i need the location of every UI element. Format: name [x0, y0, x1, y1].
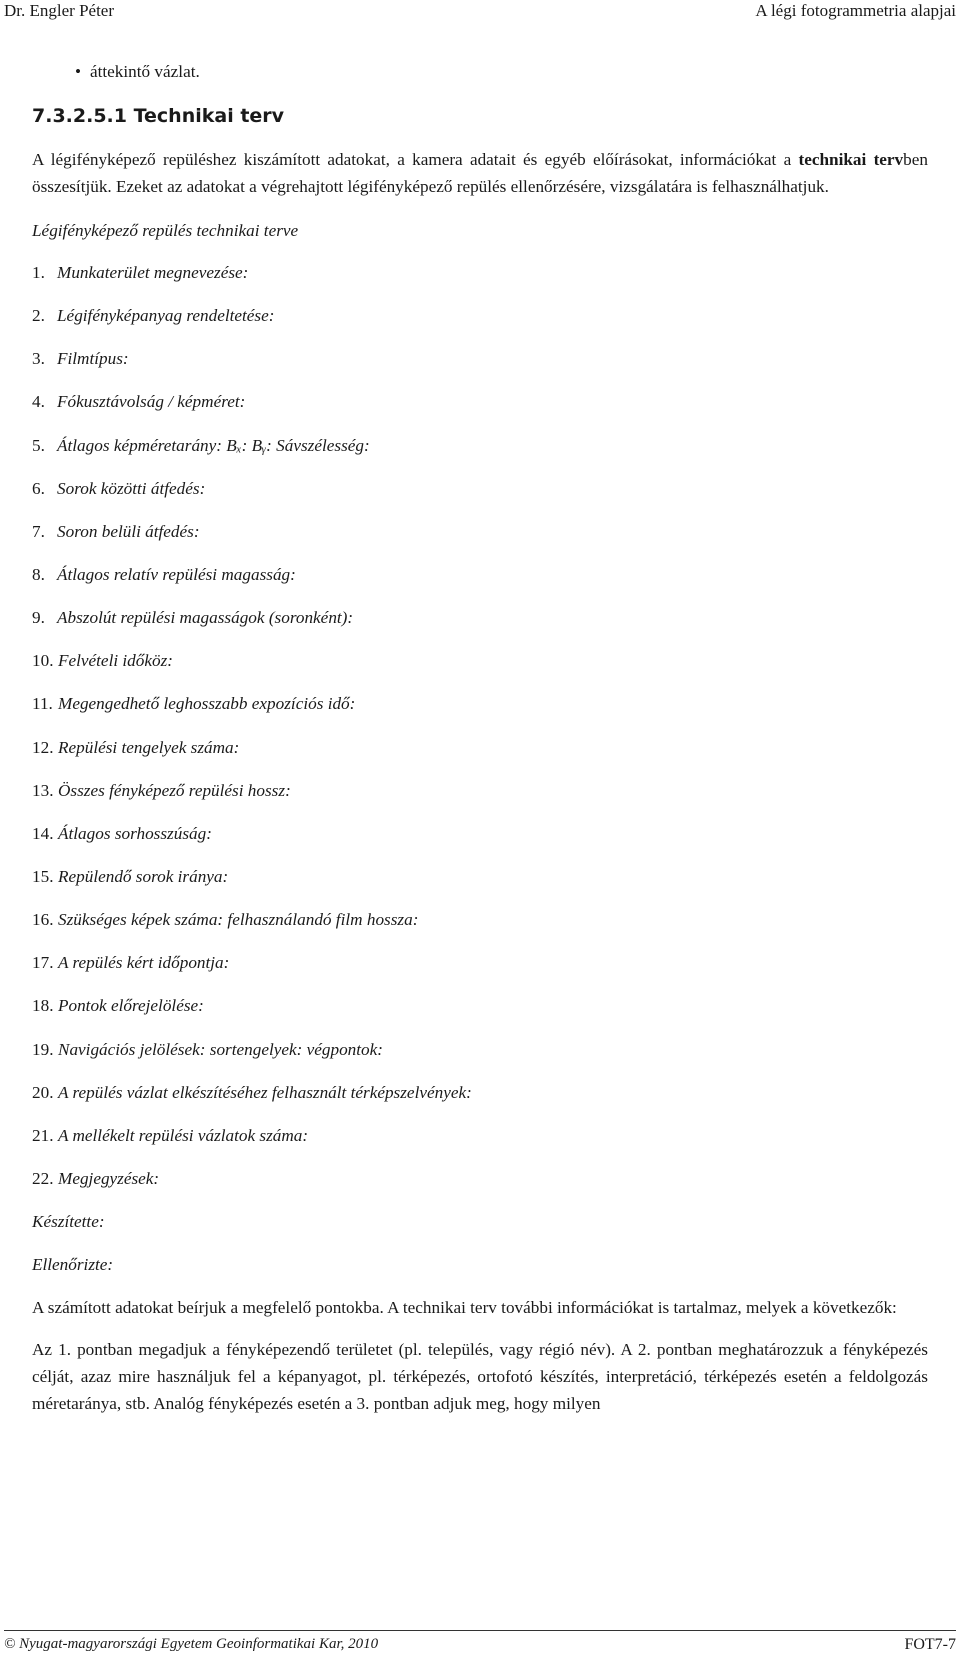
page-footer [4, 1636, 956, 1653]
form-item [32, 777, 928, 807]
form-title: Légifényképező repülés technikai terve [32, 221, 299, 240]
form-item-label: Megjegyzések: [58, 1168, 160, 1188]
form-item-label: Átlagos sorhosszúság: [58, 823, 212, 843]
checked-by-label: Ellenőrizte: [32, 1255, 114, 1275]
form-item [32, 518, 928, 548]
footer-page-number: FOT7-7 [904, 1636, 956, 1653]
form-item [32, 906, 928, 936]
form-item [32, 432, 928, 462]
form-item [32, 1079, 928, 1109]
form-item-label: Repülési tengelyek száma: [58, 737, 240, 757]
section-heading: 7.3.2.5.1 Technikai terv [32, 105, 285, 127]
prepared-by-label: Készítette: [32, 1212, 105, 1232]
form-item-label: Soron belüli átfedés: [57, 521, 200, 541]
form-item-label: Abszolút repülési magasságok (soronként): [57, 608, 354, 628]
form-item [32, 561, 928, 591]
form-item-number: 10. [32, 651, 54, 671]
form-items-list [32, 259, 928, 1195]
form-item [32, 604, 928, 634]
form-item-number: 6. [32, 478, 45, 498]
form-item [32, 475, 928, 505]
page-content [32, 58, 928, 1432]
form-item-label: A repülés kért időpontja: [58, 953, 230, 973]
form-item-label: Átlagos képméretarány: Bₓ: Bᵧ: Sávszélesség: [57, 435, 370, 455]
footer-divider [4, 1630, 956, 1631]
form-item [32, 949, 928, 979]
form-item [32, 1165, 928, 1195]
form-item-label: Légifényképanyag rendeltetése: [57, 306, 275, 326]
form-item-number: 2. [32, 306, 45, 326]
form-item-label: A repülés vázlat elkészítéséhez felhasznált térképszelvények: [58, 1082, 472, 1102]
intro-paragraph: A légifényképező repüléshez kiszámított adatokat, a kamera adatait és egyéb előírásokat, információkat a technikai tervben összesítjük. Ezeket az adatokat a végrehajtott légifényképező repülés ellenőrzésére, vizsgálatára is felhasználhatjuk. [32, 150, 928, 196]
header-title: A légi fotogrammetria alapjai [755, 1, 956, 20]
form-item [32, 647, 928, 677]
form-item-number: 18. [32, 996, 54, 1016]
form-item-number: 12. [32, 737, 54, 757]
form-item-label: Szükséges képek száma: felhasználandó film hossza: [58, 910, 419, 930]
form-item [32, 820, 928, 850]
form-item-label: Pontok előrejelölése: [58, 996, 204, 1016]
form-item [32, 259, 928, 289]
form-item-label: Felvételi időköz: [58, 651, 174, 671]
form-item-label: Fókusztávolság / képméret: [57, 392, 246, 412]
form-item [32, 388, 928, 418]
form-item [32, 690, 928, 720]
form-item [32, 1122, 928, 1152]
form-item-number: 1. [32, 263, 45, 282]
form-item [32, 345, 928, 375]
form-item-number: 21. [32, 1125, 54, 1145]
form-item-number: 7. [32, 521, 45, 541]
form-item-number: 19. [32, 1039, 54, 1059]
form-item-number: 15. [32, 866, 54, 886]
emphasis-term: technikai terv [798, 150, 904, 169]
form-item-label: Munkaterület megnevezése: [57, 263, 249, 282]
form-item-label: A mellékelt repülési vázlatok száma: [58, 1125, 309, 1145]
body-paragraph: Az 1. pontban megadjuk a fényképezendő területet (pl. település, vagy régió név). A 2. pontban meghatározzuk a fényképezés célját, azaz mire használjuk fel a képanyagot, pl. térképezés, ortofotó készítés, interpretáció, térképezés esetén a feldolgozás méretaránya, stb. Analóg fényképezés esetén a 3. pontban adjuk meg, hogy milyen [32, 1340, 928, 1414]
body-paragraph: A számított adatokat beírjuk a megfelelő pontokba. A technikai terv további információkat is tartalmaz, melyek a következők: [32, 1298, 897, 1318]
form-item-number: 16. [32, 910, 54, 930]
form-item-label: Filmtípus: [57, 349, 129, 369]
footer-copyright: © Nyugat-magyarországi Egyetem Geoinformatikai Kar, 2010 [4, 1636, 379, 1652]
form-item-label: Megengedhető leghosszabb expozíciós idő: [58, 694, 356, 714]
list-item: • áttekintő vázlat. [32, 58, 928, 85]
form-item-number: 8. [32, 564, 45, 584]
form-item-label: Összes fényképező repülési hossz: [58, 780, 291, 800]
form-item-number: 13. [32, 780, 54, 800]
form-item [32, 1036, 928, 1066]
form-item [32, 863, 928, 893]
form-item-label: Sorok közötti átfedés: [57, 478, 206, 498]
form-item-number: 17. [32, 953, 54, 973]
form-item-number: 11. [32, 694, 53, 714]
form-item-label: Átlagos relatív repülési magasság: [57, 564, 296, 584]
form-item-label: Repülendő sorok iránya: [58, 866, 229, 886]
header-author: Dr. Engler Péter [4, 1, 114, 20]
form-item-number: 5. [32, 435, 45, 455]
form-item-label: Navigációs jelölések: sortengelyek: végpontok: [58, 1039, 384, 1059]
form-item-number: 22. [32, 1168, 54, 1188]
form-item [32, 992, 928, 1022]
form-item-number: 20. [32, 1082, 54, 1102]
form-item [32, 302, 928, 332]
form-item-number: 14. [32, 823, 54, 843]
form-item-number: 3. [32, 349, 45, 369]
form-item-number: 9. [32, 608, 45, 628]
page-header [0, 0, 960, 30]
form-item-number: 4. [32, 392, 45, 412]
form-item [32, 734, 928, 764]
